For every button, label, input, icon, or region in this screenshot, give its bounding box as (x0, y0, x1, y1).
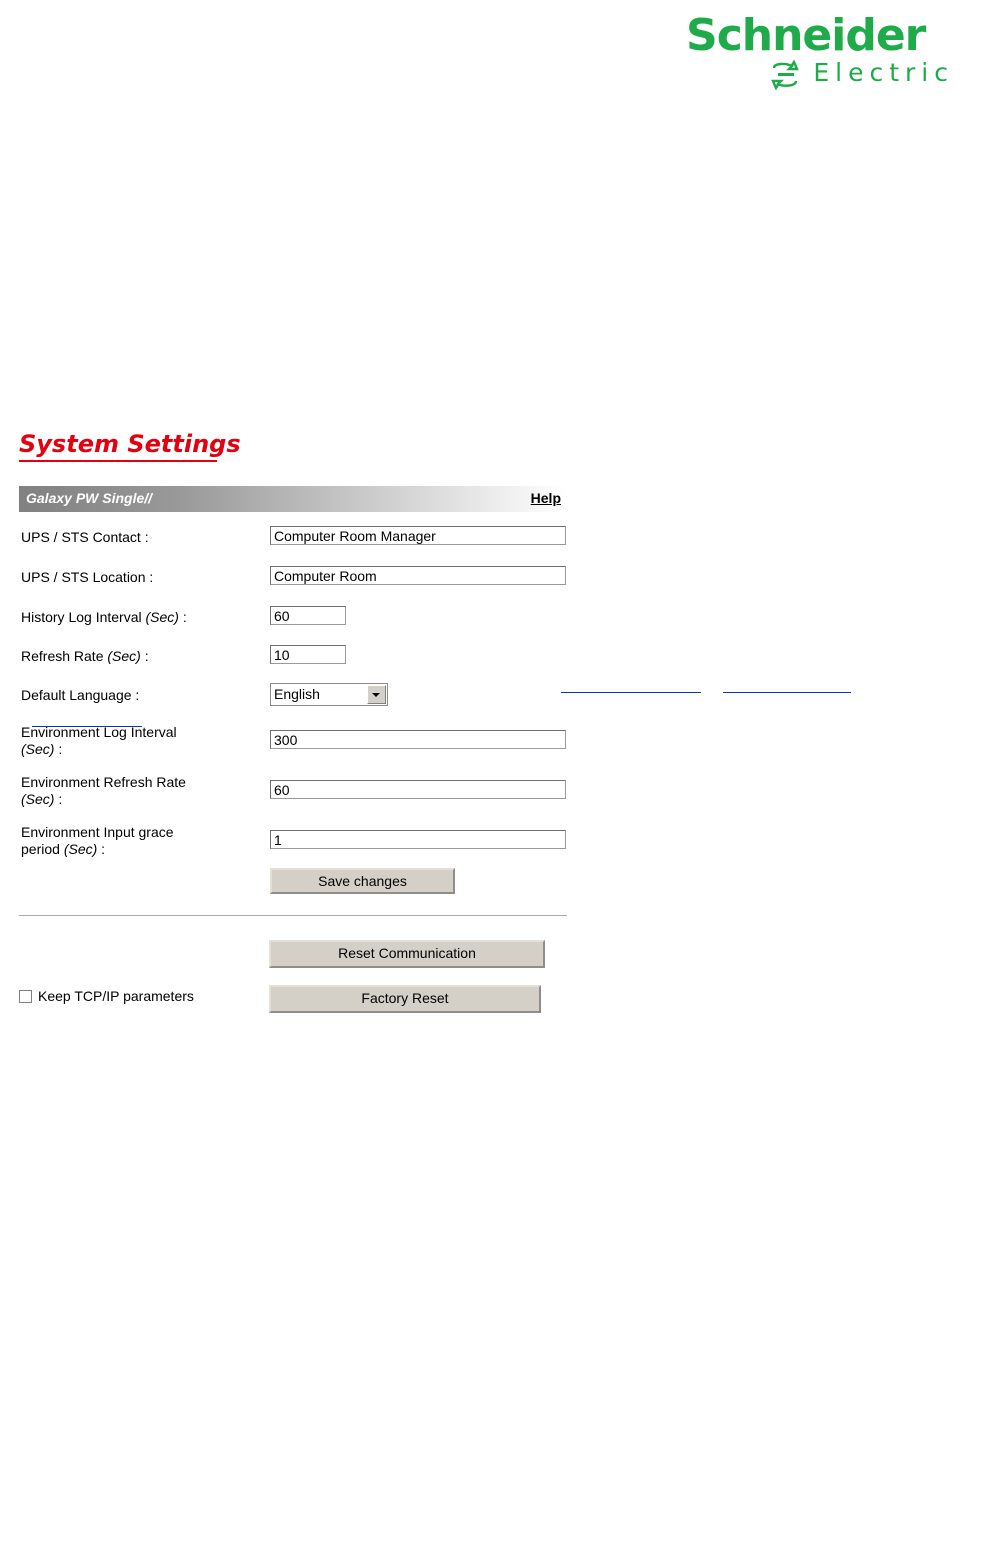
refresh-rate-input[interactable] (270, 645, 346, 664)
refresh-rate-label-text: Refresh Rate (21, 648, 108, 664)
factory-reset-button[interactable]: Factory Reset (269, 985, 541, 1013)
history-log-interval-label (21, 609, 187, 626)
help-link[interactable]: Help (530, 490, 561, 506)
environment-refresh-rate-input[interactable] (270, 780, 566, 799)
environment-refresh-rate-label (21, 774, 261, 808)
environment-grace-period-colon: : (97, 841, 106, 857)
keep-tcpip-parameters-label: Keep TCP/IP parameters (38, 988, 194, 1004)
environment-log-interval-input[interactable] (270, 730, 566, 749)
field-row-ups-sts-location (19, 566, 567, 606)
refresh-rate-unit: (Sec) (107, 648, 141, 664)
field-row-save (19, 868, 567, 915)
ups-sts-contact-input[interactable] (270, 526, 566, 545)
environment-refresh-rate-colon: : (54, 791, 63, 807)
ups-sts-location-label: UPS / STS Location : (21, 569, 154, 585)
field-row-refresh-rate (19, 645, 567, 683)
environment-grace-period-unit: (Sec) (63, 841, 98, 857)
reset-communication-button[interactable]: Reset Communication (269, 940, 545, 968)
environment-log-interval-label (21, 724, 261, 758)
top-link-1[interactable] (561, 676, 701, 693)
field-row-default-language (19, 683, 567, 721)
brand-name: Schneider (686, 10, 926, 61)
section-divider (19, 915, 567, 916)
default-language-label: Default Language : (21, 687, 140, 703)
default-language-select[interactable] (270, 683, 388, 706)
history-log-interval-unit: (Sec) (145, 609, 179, 625)
schneider-arrows-icon (770, 60, 800, 90)
environment-grace-period-input[interactable] (270, 830, 566, 849)
environment-log-interval-label-text: Environment Log Interval (21, 724, 177, 740)
chevron-down-icon[interactable] (367, 685, 386, 704)
field-row-environment-log-interval (19, 721, 567, 771)
environment-refresh-rate-unit: (Sec) (21, 791, 55, 807)
environment-grace-period-label: Environment Input grace period (Sec) : (21, 824, 174, 857)
panel-header (19, 486, 567, 512)
page-title-underline (19, 460, 217, 462)
brand-subtitle: Electric (813, 58, 954, 87)
ups-sts-contact-label: UPS / STS Contact : (21, 529, 149, 545)
system-settings-panel (19, 486, 567, 915)
keep-tcpip-parameters-checkbox[interactable] (19, 990, 32, 1003)
environment-log-interval-unit: (Sec) (21, 741, 55, 757)
default-language-value: English (274, 686, 320, 702)
save-changes-button[interactable]: Save changes (270, 868, 455, 894)
environment-log-interval-colon: : (54, 741, 63, 757)
device-name-label: Galaxy PW Single// (26, 490, 153, 506)
top-navigation-links (0, 336, 992, 396)
page-title: System Settings (19, 430, 241, 458)
top-link-2[interactable] (723, 676, 851, 693)
refresh-rate-label (21, 648, 149, 665)
field-row-ups-sts-contact (19, 526, 567, 566)
ups-sts-location-input[interactable] (270, 566, 566, 585)
refresh-rate-colon: : (140, 648, 149, 664)
field-row-history-log-interval (19, 606, 567, 645)
keep-tcpip-parameters-row (19, 988, 194, 1008)
field-row-environment-input-grace-period (19, 821, 567, 868)
schneider-electric-logo (686, 10, 956, 94)
environment-refresh-rate-label-text: Environment Refresh Rate (21, 774, 186, 790)
history-log-interval-colon: : (178, 609, 187, 625)
history-log-interval-input[interactable] (270, 606, 346, 625)
history-log-interval-label-text: History Log Interval (21, 609, 146, 625)
field-row-environment-refresh-rate (19, 771, 567, 821)
